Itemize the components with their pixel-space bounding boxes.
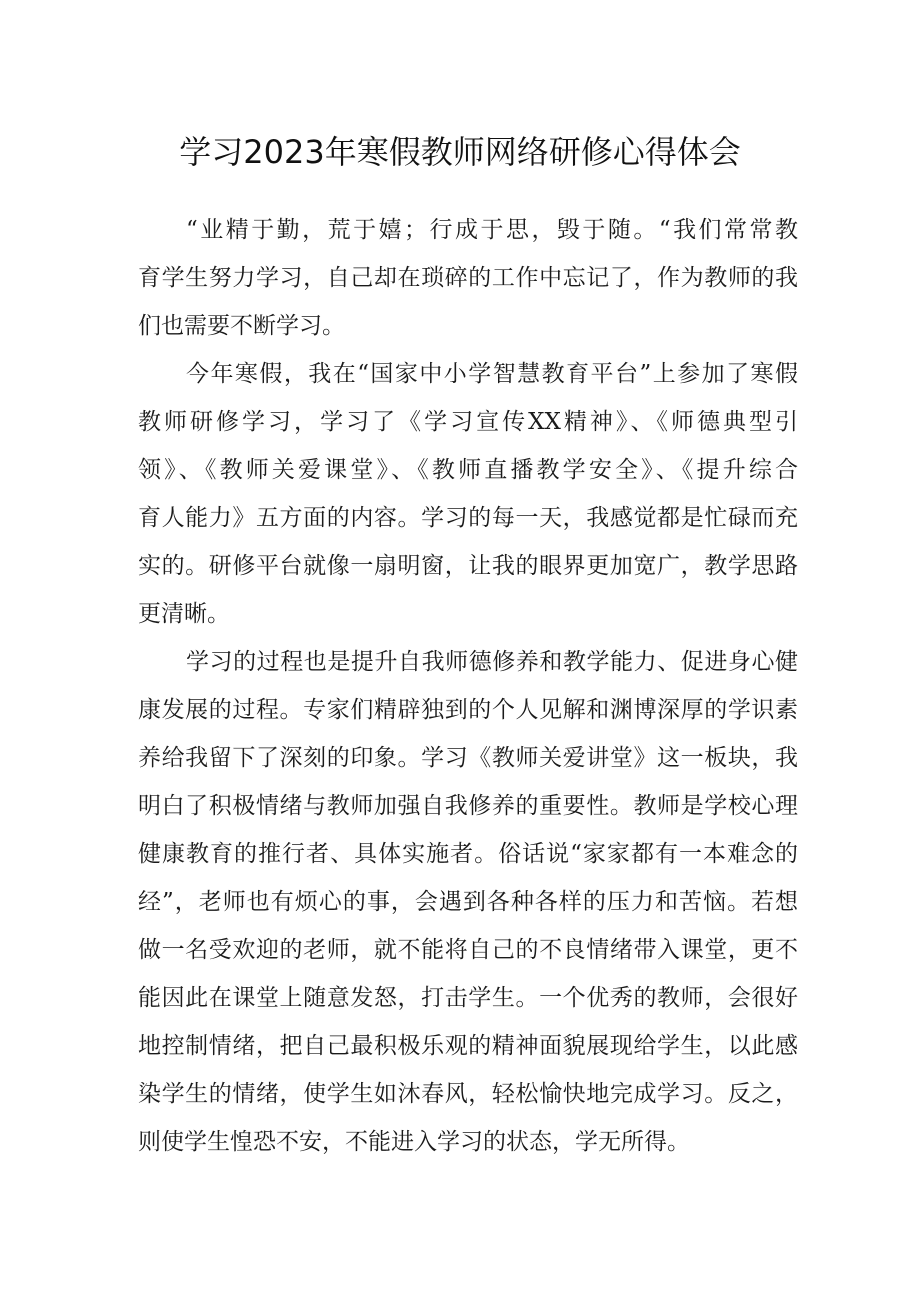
paragraph-line: 康发展的过程。专家们精辟独到的个人见解和渊博深厚的学识素 (138, 697, 798, 723)
document-body (138, 206, 798, 1166)
paragraph-line: 做一名受欢迎的老师，就不能将自己的不良情绪带入课堂，更不 (138, 937, 798, 963)
paragraph-line: 养给我留下了深刻的印象。学习《教师关爱讲堂》这一板块，我 (138, 745, 798, 771)
paragraph-line: 学习的过程也是提升自我师德修养和教学能力、促进身心健 (186, 649, 798, 675)
document-title: 学习2023年寒假教师网络研修心得体会 (179, 133, 741, 171)
paragraph-line: 地控制情绪，把自己最积极乐观的精神面貌展现给学生，以此感 (138, 1033, 798, 1059)
paragraph-line: 今年寒假，我在“国家中小学智慧教育平台”上参加了寒假 (186, 361, 798, 387)
paragraph-line: “业精于勤，荒于嬉；行成于思，毁于随。“我们常常教 (186, 217, 798, 243)
paragraph-line: 健康教育的推行者、具体实施者。俗话说“家家都有一本难念的 (138, 841, 798, 867)
paragraph-line: 们也需要不断学习。 (138, 313, 345, 339)
paragraph-line: 育人能力》五方面的内容。学习的每一天，我感觉都是忙碌而充 (138, 505, 798, 531)
paragraph-line: 染学生的情绪，使学生如沐春风，轻松愉快地完成学习。反之， (138, 1081, 798, 1107)
paragraph-line: 能因此在课堂上随意发怒，打击学生。一个优秀的教师，会很好 (138, 985, 798, 1011)
paragraph-line: 则使学生惶恐不安，不能进入学习的状态，学无所得。 (138, 1129, 690, 1155)
paragraph-line: 明白了积极情绪与教师加强自我修养的重要性。教师是学校心理 (138, 793, 798, 819)
paragraph-line: 实的。研修平台就像一扇明窗，让我的眼界更加宽广，教学思路 (138, 553, 798, 579)
paragraph-line: 经”，老师也有烦心的事，会遇到各种各样的压力和苦恼。若想 (138, 889, 798, 915)
paragraph-line: 教师研修学习，学习了《学习宣传XX精神》、《师德典型引 (138, 409, 798, 435)
paragraph-line: 育学生努力学习，自己却在琐碎的工作中忘记了，作为教师的我 (138, 265, 798, 291)
paragraph-line: 领》、《教师关爱课堂》、《教师直播教学安全》、《提升综合 (138, 457, 798, 483)
paragraph-line: 更清晰。 (138, 601, 230, 627)
paragraph-1 (138, 206, 798, 350)
paragraph-2 (138, 350, 798, 638)
paragraph-3 (138, 638, 798, 1166)
